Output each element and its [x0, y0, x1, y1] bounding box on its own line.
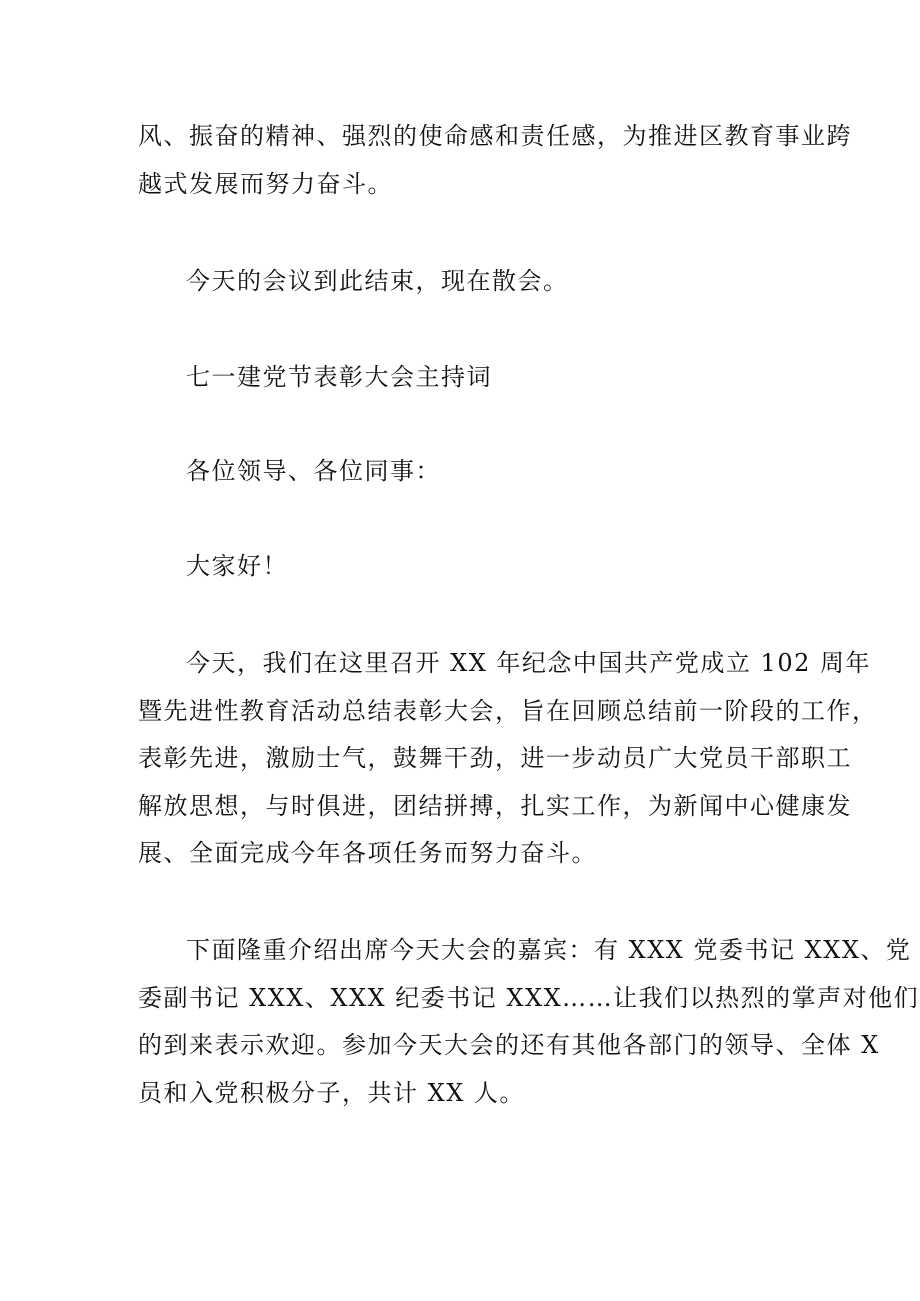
text-line: 的到来表示欢迎。参加今天大会的还有其他各部门的领导、全体 X	[138, 1031, 880, 1059]
text-line: 委副书记 XXX、XXX 纪委书记 XXX……让我们以热烈的掌声对他们	[138, 983, 920, 1012]
text-line: 展、全面完成今年各项任务而努力奋斗。	[138, 839, 597, 867]
paragraph-meeting-purpose	[138, 640, 878, 878]
text-line: 暨先进性教育活动总结表彰大会，旨在回顾总结前一阶段的工作，	[138, 696, 878, 725]
text-line: 下面隆重介绍出席今天大会的嘉宾：有 XXX 党委书记 XXX、党	[186, 936, 912, 964]
text-line: 越式发展而努力奋斗。	[138, 169, 393, 198]
text-line: 员和入党积极分子，共计 XX 人。	[138, 1078, 525, 1107]
paragraph-meeting-end: 今天的会议到此结束，现在散会。	[186, 267, 569, 295]
text-line: 表彰先进，激励士气，鼓舞干劲，进一步动员广大党员干部职工	[138, 744, 852, 772]
greeting: 大家好！	[186, 552, 288, 580]
document-title: 七一建党节表彰大会主持词	[186, 363, 492, 391]
salutation: 各位领导、各位同事：	[186, 457, 441, 485]
paragraph-closing-remarks	[138, 113, 852, 208]
text-line: 风、振奋的精神、强烈的使命感和责任感，为推进区教育事业跨	[138, 122, 852, 150]
paragraph-guest-introduction	[138, 927, 920, 1117]
text-line: 今天，我们在这里召开 XX 年纪念中国共产党成立 102 周年	[186, 649, 871, 677]
text-line: 解放思想，与时俱进，团结拼搏，扎实工作，为新闻中心健康发	[138, 791, 852, 820]
